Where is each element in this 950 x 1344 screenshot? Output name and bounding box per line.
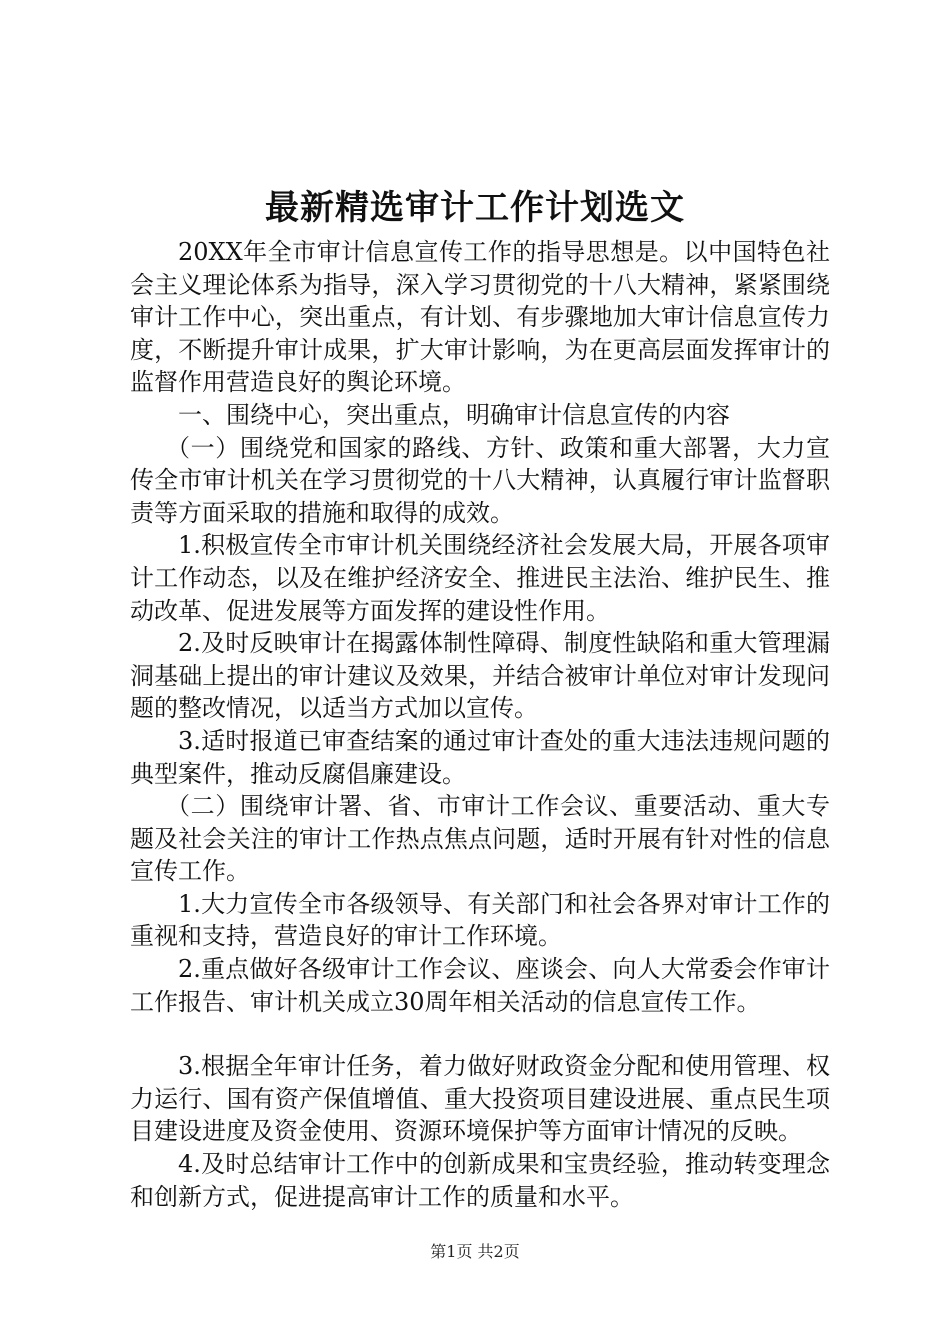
list-item-2-1: 1.大力宣传全市各级领导、有关部门和社会各界对审计工作的重视和支持，营造良好的审计工作环境。 (130, 889, 830, 951)
paragraph-guiding-thought: 20XX年全市审计信息宣传工作的指导思想是。以中国特色社会主义理论体系为指导，深入学习贯彻党的十八大精神，紧紧围绕审计工作中心，突出重点，有计划、有步骤地加大审计信息宣传力度，不断提升审计成果，扩大审计影响，为在更高层面发挥审计的监督作用营造良好的舆论环境。 (130, 238, 830, 397)
page-footer: 第1页 共2页 (430, 1242, 520, 1261)
list-item-2-3: 3.根据全年审计任务，着力做好财政资金分配和使用管理、权力运行、国有资产保值增值、重大投资项目建设进展、重点民生项目建设进度及资金使用、资源环境保护等方面审计情况的反映。 (130, 1052, 830, 1146)
list-item-1-2: 2.及时反映审计在揭露体制性障碍、制度性缺陷和重大管理漏洞基础上提出的审计建议及效果，并结合被审计单位对审计发现问题的整改情况，以适当方式加以宣传。 (130, 629, 830, 723)
list-item-2-4: 4.及时总结审计工作中的创新成果和宝贵经验，推动转变理念和创新方式，促进提高审计工作的质量和水平。 (130, 1150, 830, 1211)
subsection-heading-2: （二）围绕审计署、省、市审计工作会议、重要活动、重大专题及社会关注的审计工作热点焦点问题，适时开展有针对性的信息宣传工作。 (130, 792, 830, 886)
list-item-2-2: 2.重点做好各级审计工作会议、座谈会、向人大常委会作审计工作报告、审计机关成立30周年相关活动的信息宣传工作。 (130, 955, 830, 1016)
list-item-1-1: 1.积极宣传全市审计机关围绕经济社会发展大局，开展各项审计工作动态，以及在维护经济安全、推进民主法治、维护民生、推动改革、促进发展等方面发挥的建设性作用。 (130, 531, 830, 625)
list-item-1-3: 3.适时报道已审查结案的通过审计查处的重大违法违规问题的典型案件，推动反腐倡廉建设。 (130, 726, 830, 788)
document-body (130, 236, 830, 1213)
subsection-heading-1: （一）围绕党和国家的路线、方针、政策和重大部署，大力宣传全市审计机关在学习贯彻党的十八大精神，认真履行审计监督职责等方面采取的措施和取得的成效。 (130, 433, 830, 527)
document-title: 最新精选审计工作计划选文 (265, 188, 685, 228)
section-heading-1: 一、围绕中心，突出重点，明确审计信息宣传的内容 (178, 400, 730, 429)
